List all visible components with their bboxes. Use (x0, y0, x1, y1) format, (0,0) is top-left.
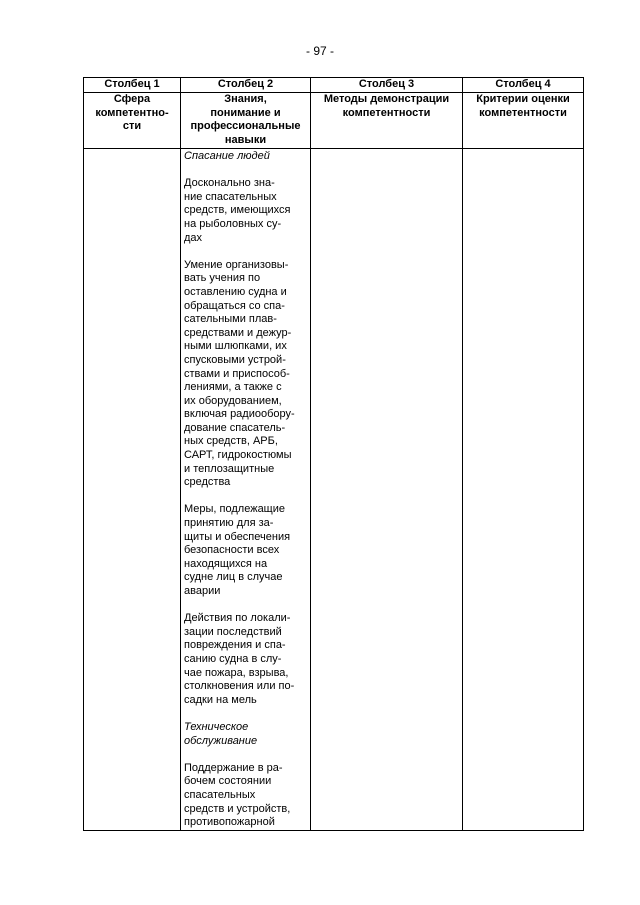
text-line: спасательных (184, 788, 256, 801)
text-line: повреждения и спа- (184, 639, 286, 652)
body-row (84, 149, 584, 831)
text-line: средств, имеющихся (184, 204, 291, 217)
text-line: ствами и приспособ- (184, 367, 290, 380)
text-line: зации последствий (184, 625, 282, 638)
header-sphere (84, 93, 181, 149)
text-line: Действия по локали- (184, 612, 291, 625)
text-line: дах (184, 231, 203, 244)
header-line: Критерии оценки (476, 93, 570, 105)
section-heading (184, 150, 307, 164)
column-number-row (84, 78, 584, 93)
text-line: чае пожара, взрыва, (184, 666, 289, 679)
text-line: ние спасательных (184, 190, 277, 203)
header-line: сти (122, 120, 142, 133)
text-line: дование спасатель- (184, 421, 286, 434)
text-line: спусковыми устрой- (184, 353, 286, 366)
text-line: оставлению судна и (184, 285, 287, 298)
header-line: понимание и (210, 106, 281, 119)
header-row (84, 93, 584, 149)
column-number-3: Столбец 3 (311, 78, 463, 93)
header-knowledge (181, 93, 311, 149)
text-line: САРТ, гидрокостюмы (184, 449, 292, 462)
text-line: ных средств, АРБ, (184, 435, 278, 448)
text-line: безопасности всех (184, 544, 280, 557)
column-number-4: Столбец 4 (463, 78, 584, 93)
text-line: садки на мель (184, 693, 257, 706)
sphere-cell (84, 149, 181, 831)
knowledge-paragraph (184, 762, 307, 830)
text-line: столкновения или по- (184, 680, 295, 693)
text-line: средствами и дежур- (184, 326, 292, 339)
text-line: их оборудованием, (184, 394, 282, 407)
text-line: Досконально зна- (184, 177, 275, 190)
text-line: судне лиц в случае (184, 571, 283, 584)
text-line: противопожарной (184, 816, 275, 829)
text-line: Спасание людей (184, 150, 270, 162)
section-heading (184, 721, 307, 748)
text-line: и теплозащитные (184, 462, 275, 475)
knowledge-paragraph (184, 259, 307, 490)
text-line: обслуживание (184, 734, 258, 747)
text-line: обращаться со спа- (184, 299, 285, 312)
text-line: вать учения по (184, 272, 261, 285)
text-line: аварии (184, 585, 221, 597)
header-line: компетентности (479, 106, 567, 119)
text-line: принятию для за- (184, 517, 274, 530)
header-methods (311, 93, 463, 149)
text-line: включая радиообору- (184, 408, 295, 421)
text-line: Поддержание в ра- (184, 761, 283, 774)
text-line: находящихся на (184, 557, 268, 570)
text-line: Умение организовы- (184, 258, 289, 271)
text-line: санию судна в слу- (184, 652, 282, 665)
header-line: профессиональные (190, 120, 301, 133)
text-line: лениями, а также с (184, 381, 282, 394)
text-line: щиты и обеспечения (184, 530, 291, 543)
header-line: навыки (224, 133, 267, 146)
competence-table (83, 77, 584, 831)
methods-cell (311, 149, 463, 831)
text-line: Меры, подлежащие (184, 503, 285, 516)
text-line: ными шлюпками, их (184, 340, 287, 353)
column-number-2: Столбец 2 (181, 78, 311, 93)
header-line: Знания, (224, 93, 267, 105)
text-line: на рыболовных су- (184, 217, 282, 230)
knowledge-paragraph (184, 177, 307, 245)
text-line: Техническое (184, 720, 249, 733)
column-number-1: Столбец 1 (84, 78, 181, 93)
page-number: - 97 - (305, 44, 334, 58)
knowledge-paragraph (184, 612, 307, 707)
text-line: сательными плав- (184, 313, 277, 326)
text-line: средств и устройств, (184, 802, 291, 815)
header-line: компетентно- (95, 106, 169, 119)
criteria-cell (463, 149, 584, 831)
header-criteria (463, 93, 584, 149)
text-line: бочем состоянии (184, 775, 272, 788)
knowledge-paragraph (184, 503, 307, 598)
knowledge-cell (181, 149, 311, 831)
header-line: компетентности (342, 106, 431, 119)
header-line: Сфера (113, 93, 151, 105)
text-line: средства (184, 476, 231, 489)
header-line: Методы демонстрации (323, 93, 450, 105)
